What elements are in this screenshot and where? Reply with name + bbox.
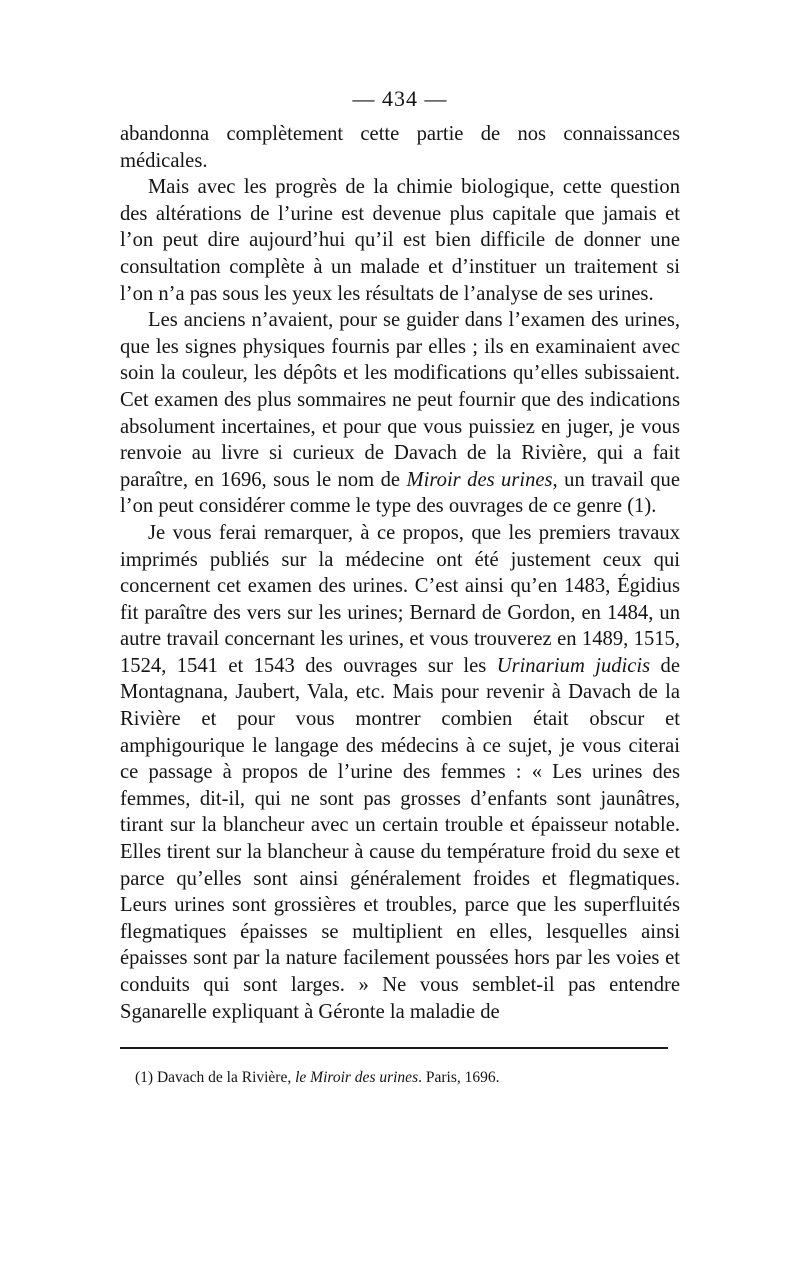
book-title-miroir: Miroir des urines [406, 468, 553, 491]
body-text [120, 121, 680, 1025]
footnote-divider [120, 1047, 668, 1049]
paragraph-4-text-b: de Montagnana, Jaubert, Vala, etc. Mais pour revenir à Davach de la Rivière et pour vous montrer combien était obscur et amphigourique le langage des médecins à ce sujet, je vous citerai ce passage à propos de l’urine des femmes : « Les urines des femmes, dit-il, qui ne sont pas grosses d’enfants sont jaunâtres, tirant sur la blancheur avec un certain trouble et épaisseur notable. Elles tirent sur la blancheur à cause du température froid du sexe et parce qu’elles sont ainsi généralement froides et flegmatiques. Leurs urines sont grossières et troubles, parce que les superfluités flegmatiques épaisses se multiplient en elles, lesquelles ainsi épaisses sont par la nature facilement poussées hors par les voies et conduits qui sont larges. » Ne vous semblet-il pas entendre Sganarelle expliquant à Géronte la maladie de [120, 654, 680, 1023]
page-number: — 434 — [352, 86, 448, 111]
paragraph-2: Mais avec les progrès de la chimie biologique, cette question des altérations de l’urine est devenue plus capitale que jamais et l’on peut dire aujourd’hui qu’il est bien difficile de donner une consultation complète à un malade et d’instituer un traitement si l’on n’a pas sous les yeux les résultats de l’analyse de ses urines. [120, 176, 680, 305]
paragraph-3 [120, 307, 680, 520]
footnote-text-a: Davach de la Rivière, [153, 1069, 296, 1086]
book-title-urinarium: Urinarium judicis [496, 654, 651, 677]
paragraph-4-text-a: Je vous ferai remarquer, à ce propos, que les premiers travaux imprimés publiés sur la médecine ont été justement ceux qui concernent cet examen des urines. C’est ainsi qu’en 1483, Égidius fit paraître des vers sur les urines; Bernard de Gordon, en 1484, un autre travail concernant les urines, et vous trouverez en 1489, 1515, 1524, 1541 et 1543 des ouvrages sur les [120, 521, 680, 677]
footnote-marker: (1) [135, 1069, 154, 1086]
footnote-book-title: le Miroir des urines [295, 1069, 419, 1086]
paragraph-3-text-b: , un travail que l’on peut considérer comme le type des ouvrages de ce genre (1). [120, 468, 680, 518]
footnote [135, 1068, 680, 1088]
paragraph-4 [120, 520, 680, 1025]
footnote-text-b: . Paris, 1696. [418, 1069, 500, 1086]
paragraph-3-text-a: Les anciens n’avaient, pour se guider dans l’examen des urines, que les signes physiques fournis par elles ; ils en examinaient avec soin la couleur, les dépôts et les modifications qu’elles subissaient. Cet examen des plus sommaires ne peut fournir que des indications absolument incertaines, et pour que vous puissiez en juger, je vous renvoie au livre si curieux de Davach de la Rivière, qui a fait paraître, en 1696, sous le nom de [120, 309, 680, 491]
paragraph-1: abandonna complètement cette partie de nos connaissances médicales. [120, 123, 680, 172]
